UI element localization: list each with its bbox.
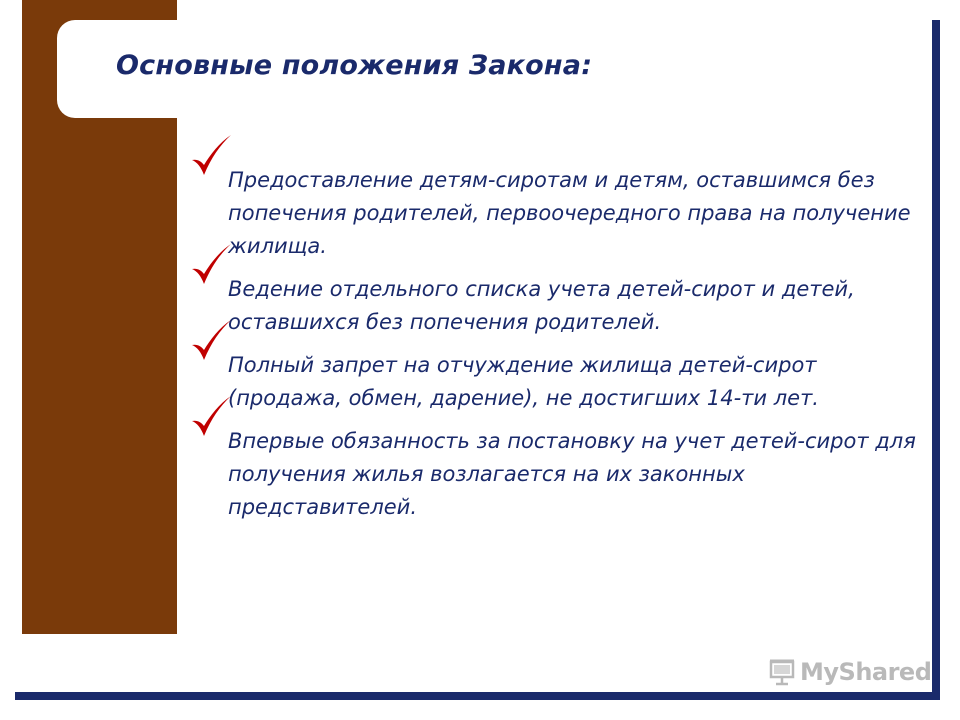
check-icon [190, 319, 232, 365]
slide-title: Основные положения Закона: [116, 50, 593, 81]
frame-bottom-border [15, 692, 940, 700]
list-item [228, 273, 918, 339]
list-item-text: Предоставление детям-сиротам и детям, оставшимся без попечения родителей, первоочередного права на получение жилища. [228, 168, 911, 258]
list-item [228, 425, 918, 524]
watermark-text: MyShared [800, 658, 932, 686]
list-item [228, 349, 918, 415]
presentation-icon [768, 658, 796, 686]
list-item-text: Впервые обязанность за постановку на учет детей-сирот для получения жилья возлагается на их законных представителей. [228, 429, 916, 519]
check-icon [190, 243, 232, 289]
check-icon [190, 134, 232, 180]
list-item-text: Полный запрет на отчуждение жилища детей-сирот (продажа, обмен, дарение), не достигших 14-ти лет. [228, 353, 819, 410]
list-item-text: Ведение отдельного списка учета детей-сирот и детей, оставшихся без попечения родителей. [228, 277, 855, 334]
watermark [768, 654, 931, 690]
check-icon [190, 395, 232, 441]
list-item [228, 164, 918, 263]
bullet-list [228, 164, 918, 534]
frame-right-border [932, 20, 940, 700]
